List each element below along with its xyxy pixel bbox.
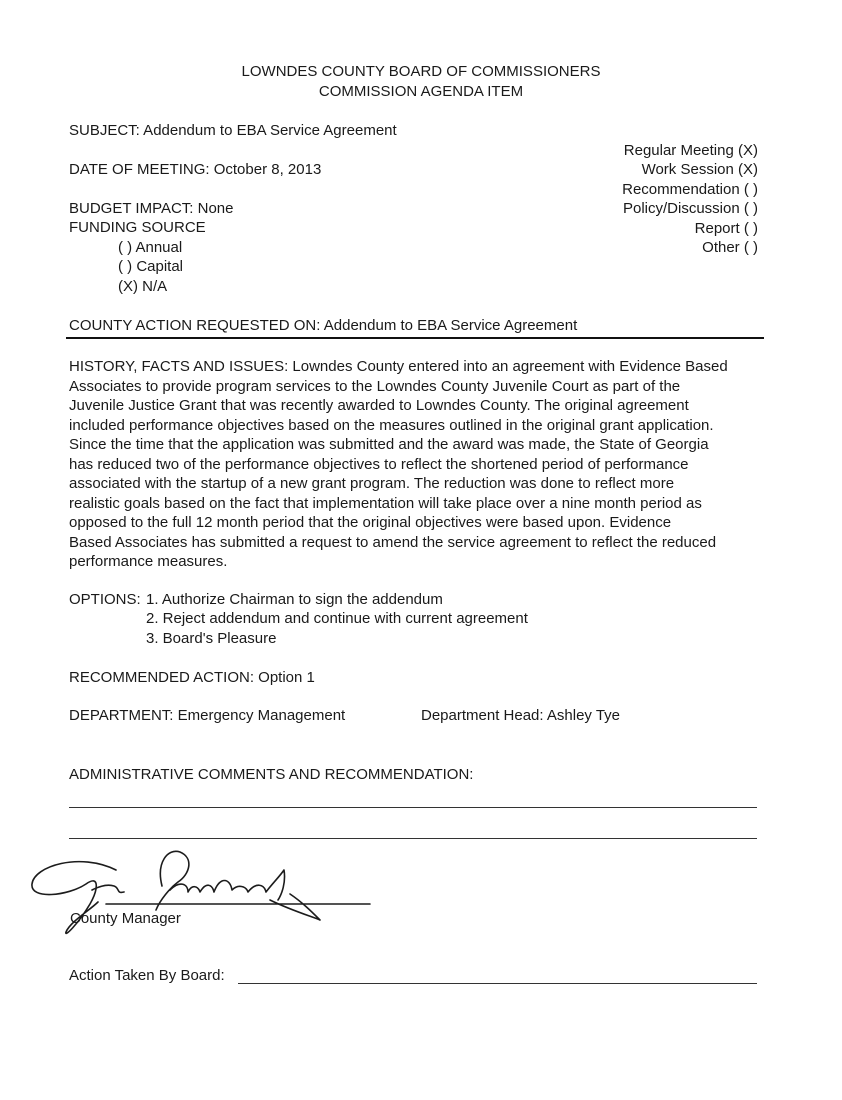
history-line: opposed to the full 12 month period that the original objectives were based upon. Evidence <box>69 514 672 531</box>
history-line: Juvenile Justice Grant that was recently awarded to Lowndes County. The original agreement <box>69 397 689 414</box>
date-of-meeting: DATE OF MEETING: October 8, 2013 <box>69 161 322 178</box>
history-line: HISTORY, FACTS AND ISSUES: Lowndes County entered into an agreement with Evidence Based <box>69 358 728 375</box>
comment-line <box>69 807 757 808</box>
department-head: Department Head: Ashley Tye <box>421 707 620 724</box>
history-line: has reduced two of the performance objectives to reflect the shortened period of performance <box>69 455 689 473</box>
history-line: associated with the startup of a new grant program. The reduction was done to reflect more <box>69 475 675 492</box>
meeting-type-recommendation: Recommendation ( ) <box>622 181 758 198</box>
budget-impact: BUDGET IMPACT: None <box>69 200 234 217</box>
admin-comments-label: ADMINISTRATIVE COMMENTS AND RECOMMENDATION: <box>69 766 474 783</box>
meeting-type-other: Other ( ) <box>702 239 758 256</box>
county-manager-caption: County Manager <box>70 910 181 927</box>
options-label: OPTIONS: <box>69 591 141 608</box>
option-item-2: 2. Reject addendum and continue with current agreement <box>146 610 528 627</box>
history-line: included performance objectives based on the measures outlined in the original grant application. <box>69 416 714 434</box>
document-title: COMMISSION AGENDA ITEM <box>318 83 524 100</box>
option-item-1: 1. Authorize Chairman to sign the addendum <box>146 591 443 608</box>
history-line: Based Associates has submitted a request to amend the service agreement to reflect the reduced <box>69 533 717 551</box>
department: DEPARTMENT: Emergency Management <box>69 707 346 724</box>
comment-line <box>69 838 757 839</box>
history-line: performance measures. <box>69 553 228 570</box>
meeting-type-regular: Regular Meeting (X) <box>623 142 758 159</box>
history-facts-issues <box>69 357 764 572</box>
meeting-type-work-session: Work Session (X) <box>641 161 758 178</box>
signature-image <box>20 840 380 950</box>
funding-option-na: (X) N/A <box>118 278 168 295</box>
section-divider <box>66 337 764 339</box>
funding-option-capital: ( ) Capital <box>118 258 184 275</box>
action-taken-label: Action Taken By Board: <box>69 967 225 984</box>
meeting-type-policy: Policy/Discussion ( ) <box>622 200 758 217</box>
meeting-type-report: Report ( ) <box>694 220 758 237</box>
option-item-3: 3. Board's Pleasure <box>146 630 277 647</box>
history-line: realistic goals based on the fact that implementation will take place over a nine month period as <box>69 494 702 512</box>
funding-option-annual: ( ) Annual <box>118 239 183 256</box>
subject-line: SUBJECT: Addendum to EBA Service Agreement <box>69 122 397 139</box>
funding-source-label: FUNDING SOURCE <box>69 219 206 236</box>
action-taken-line <box>238 983 757 984</box>
history-line: Since the time that the application was submitted and the award was made, the State of Georgia <box>69 436 709 453</box>
history-line: Associates to provide program services to the Lowndes County Juvenile Court as part of the <box>69 377 681 395</box>
county-action-requested: COUNTY ACTION REQUESTED ON: Addendum to EBA Service Agreement <box>69 317 578 334</box>
recommended-action: RECOMMENDED ACTION: Option 1 <box>69 669 315 686</box>
agency-title: LOWNDES COUNTY BOARD OF COMMISSIONERS <box>241 63 601 80</box>
